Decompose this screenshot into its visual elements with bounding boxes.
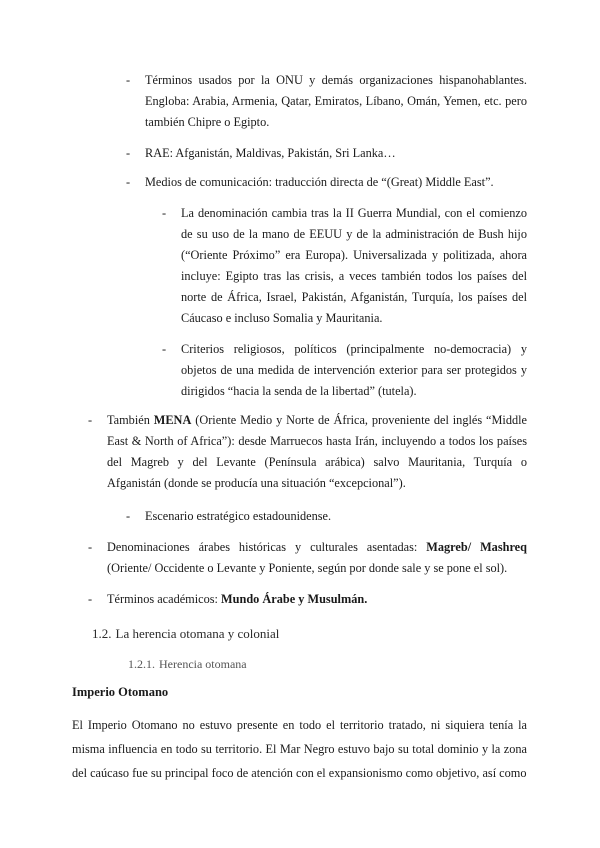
bullet-text: Criterios religiosos, políticos (principalmente no-democracia) y objetos de una medida de intervención exterior para ser protegidos y dirigidos “hacia la senda de la libertad” (tutela). <box>181 342 527 398</box>
bullet-onu-terms <box>126 70 527 133</box>
bold-heading: Imperio Otomano <box>72 685 169 699</box>
bullet-marker: - <box>88 540 93 554</box>
section-number: 1.2. <box>92 626 112 641</box>
bullet-text-post: (Oriente/ Occidente o Levante y Poniente, según por donde sale y se pone el sol). <box>107 561 508 575</box>
bullet-marker: - <box>126 509 131 523</box>
bullet-marker: - <box>126 175 131 189</box>
section-title: La herencia otomana y colonial <box>115 626 280 641</box>
subsection-heading <box>128 657 251 672</box>
bullet-text-pre: Denominaciones árabes históricas y culturales asentadas: <box>107 540 427 554</box>
bullet-academic-terms <box>88 589 527 610</box>
bullet-marker: - <box>88 413 93 427</box>
bullet-mena <box>88 410 528 494</box>
subbullet-strategic <box>126 506 527 527</box>
bullet-media <box>126 172 527 193</box>
bullet-text: La denominación cambia tras la II Guerra Mundial, con el comienzo de su uso de la mano de EEUU y de la administración de Bush hijo (“Oriente Próximo” era Europa). Universalizada y politizada, ahora incluye: Egipto tras las crisis, a veces también todos los países del norte de África, Israel, Pakistán, Afganistán, Turquía, los países del Cáucaso e incluso Somalia y Mauritania. <box>181 206 527 325</box>
bullet-bold-term: MENA <box>153 413 192 427</box>
bullet-bold-term: Magreb/ Mashreq <box>426 540 527 554</box>
bullet-text: Medios de comunicación: traducción directa de “(Great) Middle East”. <box>145 175 494 189</box>
subbullet-denomination-change <box>162 203 527 329</box>
subsection-number: 1.2.1. <box>128 657 155 671</box>
bullet-marker: - <box>162 342 167 356</box>
bullet-bold-term: Mundo Árabe y Musulmán. <box>221 592 368 606</box>
subbullet-criteria <box>162 339 527 402</box>
bullet-text-pre: También <box>107 413 154 427</box>
bullet-marker: - <box>126 73 131 87</box>
bullet-marker: - <box>126 146 131 160</box>
subsection-title: Herencia otomana <box>159 657 247 671</box>
bullet-marker: - <box>162 206 167 220</box>
bullet-text: RAE: Afganistán, Maldivas, Pakistán, Sri Lanka… <box>145 146 396 160</box>
body-paragraph: El Imperio Otomano no estuvo presente en todo el territorio tratado, ni siquiera tenía la misma influencia en todo su territorio. El Mar Negro estuvo bajo su total dominio y la zona del caúcaso fue su principal foco de atención con el expansionismo como objetivo, así como <box>72 718 527 780</box>
bullet-rae <box>126 143 527 164</box>
bullet-marker: - <box>88 592 93 606</box>
bullet-arab-denominations <box>88 537 527 579</box>
section-heading <box>92 626 283 642</box>
bullet-text: Escenario estratégico estadounidense. <box>145 509 332 523</box>
bullet-text-pre: Términos académicos: <box>107 592 222 606</box>
bullet-text-post: (Oriente Medio y Norte de África, proveniente del inglés “Middle East & North of Africa”): desde Marruecos hasta Irán, incluyendo a todos los países del Magreb y del Levante (Península arábica) salvo Mauritania, Turquía o Afganistán (donde se producía una situación “excepcional”). <box>107 413 528 490</box>
bullet-text: Términos usados por la ONU y demás organizaciones hispanohablantes. Engloba: Arabia, Armenia, Qatar, Emiratos, Líbano, Omán, Yemen, etc. pero también Chipre o Egipto. <box>145 73 527 129</box>
